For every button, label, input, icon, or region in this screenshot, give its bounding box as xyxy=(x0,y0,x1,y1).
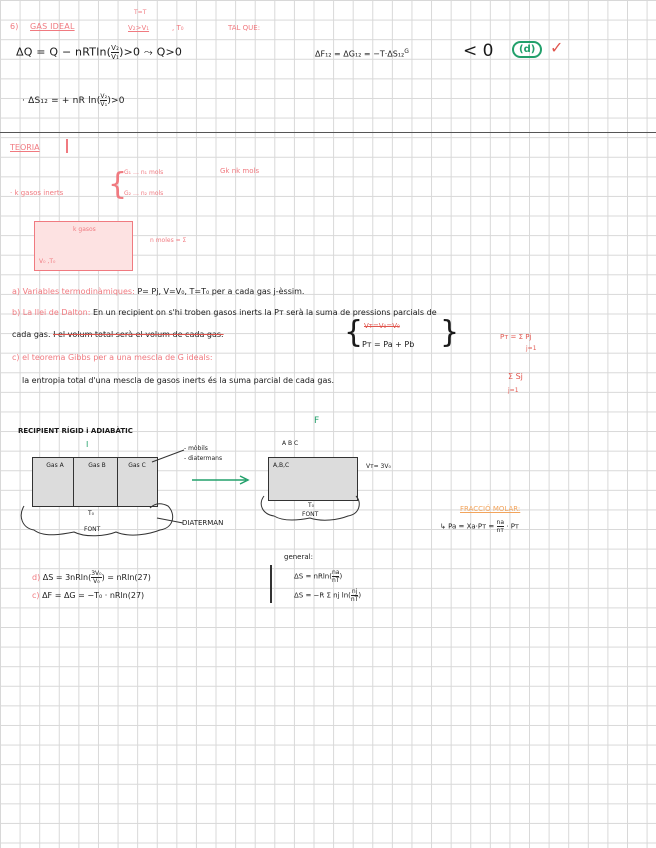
volume-condition: V₂>V₁ xyxy=(128,24,150,32)
theory-title: TEORIA xyxy=(10,143,40,152)
result-d-left: ΔS = 3nRln( xyxy=(42,573,92,582)
general-eq-2 xyxy=(294,588,361,603)
molar-formula-left: ↳ Pa = Xa·Pт = xyxy=(440,522,495,531)
gas-ideal-heading: GAS IDEAL xyxy=(30,22,75,31)
final-font-label: FONT xyxy=(302,511,319,518)
dalton-brace-right: } xyxy=(440,315,460,350)
item-b-continued xyxy=(12,330,224,339)
walls-pointer-arrow xyxy=(150,446,186,466)
entropy-equation-left: · ΔS₁₂ = + nR ln( xyxy=(22,96,101,106)
temperature-condition: , T₀ xyxy=(172,24,184,32)
heat-equation-left: ΔQ = Q − nRTln( xyxy=(16,45,112,59)
entropy-sum: Σ Sj xyxy=(508,372,523,381)
heat-equation-right: )>0 ⤳ Q>0 xyxy=(119,45,183,59)
answer-badge: (d) xyxy=(512,41,542,58)
pt-sum-index: j=1 xyxy=(526,345,537,352)
general-eq-2-num: nj xyxy=(351,588,358,595)
result-c xyxy=(32,591,144,600)
brace-top-struck: Vт=V₀=V₀ xyxy=(364,322,400,330)
entropy-frac-den: V₁ xyxy=(100,101,108,108)
initial-font-label: FONT xyxy=(84,526,101,533)
diathermal-pointer xyxy=(155,514,185,526)
item-b-cont-text: cada gas. xyxy=(12,330,51,339)
brace-bottom: Pт = Pa + Pb xyxy=(362,340,415,349)
general-eq-1-den: nT xyxy=(331,577,340,584)
gases-brace: { xyxy=(108,167,128,202)
entropy-equation xyxy=(22,93,125,108)
result-d-label: d) xyxy=(32,573,41,582)
temperature-note: T=T xyxy=(134,9,147,16)
general-eq-1 xyxy=(294,569,342,584)
heat-frac-den: V₁ xyxy=(111,53,120,61)
gas-k-line: Gk nk mols xyxy=(220,167,260,175)
final-cell-label: A,B,C xyxy=(273,462,290,469)
gas-2-line: G₂ … n₂ mols xyxy=(124,190,164,197)
molar-fraction-title: FRACCIÓ MOLAR: xyxy=(460,505,521,513)
pt-sum: Pт = Σ Pj xyxy=(500,333,532,341)
general-eq-2-left: ΔS = −R Σ nj ln( xyxy=(294,591,351,600)
results-divider xyxy=(270,565,272,603)
general-eq-1-right: ) xyxy=(339,572,343,581)
molar-frac-num: na xyxy=(496,519,505,526)
molar-formula-tail: · Pт xyxy=(506,522,520,531)
general-label: general: xyxy=(284,553,313,561)
free-energy-sup: G xyxy=(404,48,409,55)
gas-box-corner: V₀ ,T₀ xyxy=(39,258,56,265)
section-label: 6) xyxy=(10,22,19,31)
result-d-num: 3V₀ xyxy=(91,570,102,577)
cell-gas-c: Gas C xyxy=(128,462,146,469)
initial-state-label: I xyxy=(86,440,89,449)
item-b-heading: b) La llei de Dalton: xyxy=(12,308,91,317)
total-volume-label: Vт= 3V₀ xyxy=(366,463,391,470)
heat-equation xyxy=(16,44,182,61)
general-eq-2-right: ) xyxy=(358,591,362,600)
initial-temperature: T₀ xyxy=(88,510,95,517)
gas-box-label: k gasos xyxy=(73,226,96,233)
general-eq-1-left: ΔS = nRln( xyxy=(294,572,332,581)
result-d xyxy=(32,570,151,585)
item-c-text: la entropia total d'una mescla de gasos inerts és la suma parcial de cada gas. xyxy=(22,376,335,385)
result-d-den: V₀ xyxy=(93,578,100,585)
item-c-heading: c) el teorema Gibbs per a una mescla de G ideals: xyxy=(12,353,213,362)
entropy-sum-index: j=1 xyxy=(508,387,519,394)
mobile-note: - mòbils xyxy=(184,445,208,452)
free-energy-text: ΔF₁₂ = ΔG₁₂ = −T·ΔS₁₂ xyxy=(315,49,405,59)
result-c-eq: ΔF = ΔG = −T₀ · nRln(27) xyxy=(42,591,145,600)
item-b-struck-text: I el volum total serà el volum de cada gas. xyxy=(53,330,224,339)
final-gas-labels: A B C xyxy=(282,440,299,447)
free-energy-equation xyxy=(315,48,409,59)
diathermal-note: - diatermans xyxy=(184,455,223,462)
final-temperature: T₀ xyxy=(308,502,315,509)
molar-frac-den: nт xyxy=(496,527,504,534)
tal-que-label: TAL QUE: xyxy=(228,24,261,32)
item-a xyxy=(12,287,304,296)
process-arrow-icon xyxy=(190,474,252,486)
heat-frac-num: V₂ xyxy=(111,44,120,52)
less-than-zero: < 0 xyxy=(463,41,494,61)
k-gases-label: · k gasos inerts xyxy=(10,189,64,197)
section-divider xyxy=(0,132,656,133)
entropy-frac-num: V₂ xyxy=(100,93,108,100)
final-state-label: F xyxy=(314,416,320,426)
cell-gas-a: Gas A xyxy=(46,462,64,469)
item-b xyxy=(12,308,437,317)
cell-gas-b: Gas B xyxy=(88,462,106,469)
diagram-title: RECIPIENT RÍGID i ADIABÀTIC xyxy=(18,427,133,435)
item-a-heading: a) Variables termodinàmiques: xyxy=(12,287,135,296)
molar-fraction-formula xyxy=(440,519,519,534)
diathermal-label: DIATERMAN xyxy=(182,519,224,527)
general-eq-1-num: na xyxy=(331,569,340,576)
item-a-text: P= Pj, V=V₀, T=T₀ per a cada gas j-èssim. xyxy=(137,287,305,296)
entropy-equation-right: )>0 xyxy=(107,96,125,106)
general-eq-2-den: nT xyxy=(350,596,359,603)
theory-title-mark xyxy=(66,139,68,153)
dalton-brace-left: { xyxy=(344,315,364,350)
result-c-label: c) xyxy=(32,591,40,600)
gas-box xyxy=(34,221,133,271)
check-mark-icon: ✓ xyxy=(550,38,564,57)
gas-1-line: G₁ … n₁ mols xyxy=(124,169,164,176)
result-d-right: ) = nRln(27) xyxy=(101,573,151,582)
mols-note: n moles = Σ xyxy=(150,237,187,244)
item-b-text: En un recipient on s'hi troben gasos inerts la Pт serà la suma de pressions parcials de xyxy=(92,308,437,317)
